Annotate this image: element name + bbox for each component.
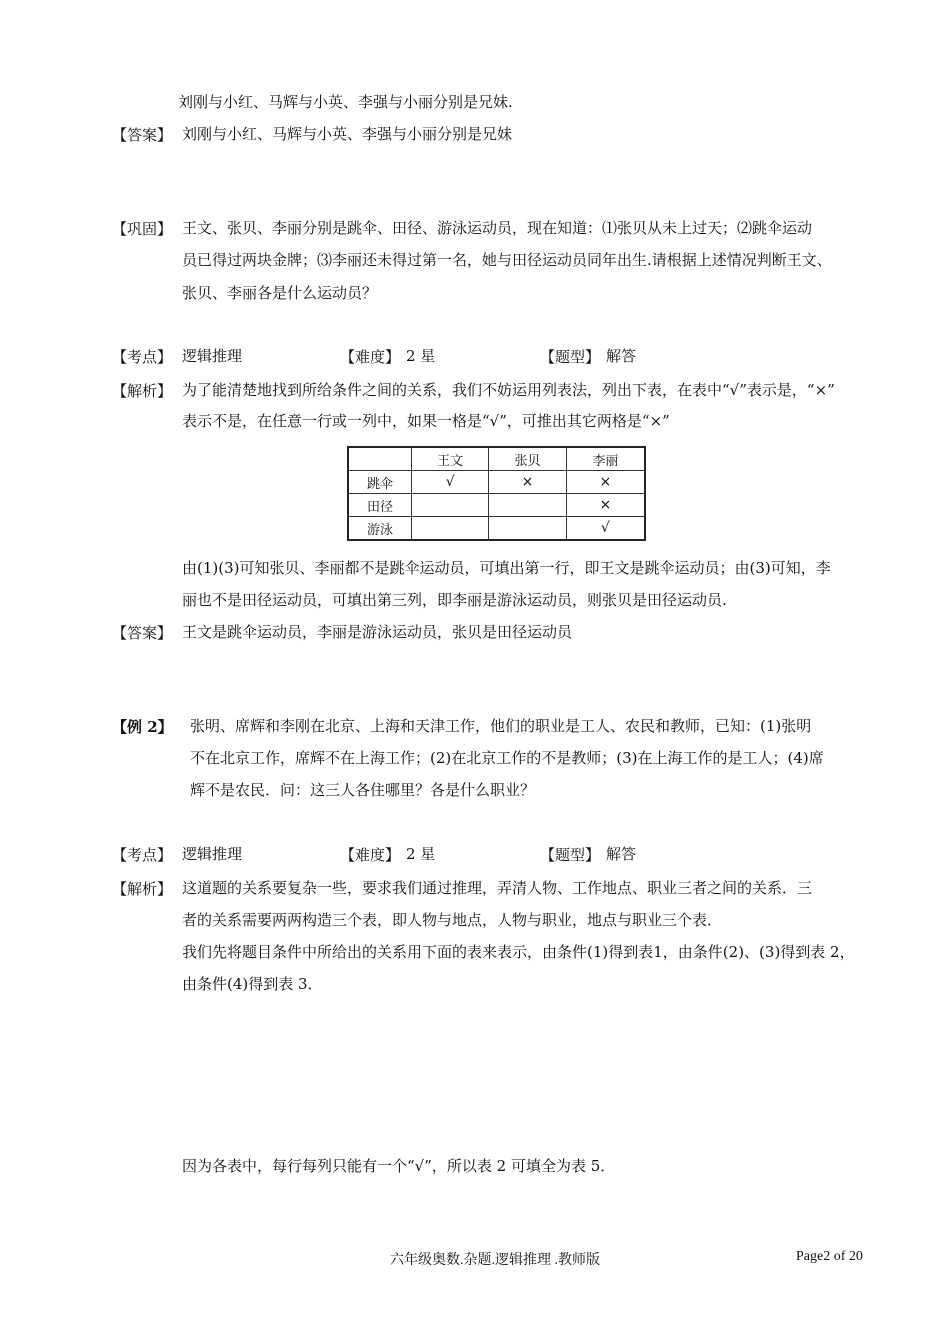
- kaodian-label: 【考点】: [112, 846, 173, 864]
- answer-label: 【答案】: [112, 126, 173, 144]
- sports-table: [347, 446, 646, 541]
- page-number: Page2 of 20: [796, 1249, 863, 1264]
- text-line: 刘刚与小红、马辉与小英、李强与小丽分别是兄妹.: [178, 93, 513, 111]
- table-header-row: [348, 447, 645, 471]
- table-row-header: 田径: [348, 494, 412, 517]
- analysis-line: 丽也不是田径运动员，可填出第三列，即李丽是游泳运动员，则张贝是田径运动员.: [182, 591, 727, 609]
- analysis-line: 由(1)(3)可知张贝、李丽都不是跳伞运动员，可填出第一行，即王文是跳伞运动员；由(3)可知，李: [182, 559, 831, 577]
- table-cell: [412, 517, 489, 541]
- nandu-label: 【难度】: [340, 348, 401, 366]
- table-header-cell: 张贝: [489, 447, 566, 471]
- tixing-label: 【题型】: [540, 348, 601, 366]
- question-line: 员已得过两块金牌；⑶李丽还未得过第一名，她与田径运动员同年出生.请根据上述情况判断王文、: [182, 251, 832, 269]
- table-row: [348, 471, 645, 494]
- consolidate-label: 【巩固】: [112, 220, 173, 238]
- tixing-label: 【题型】: [540, 846, 601, 864]
- analysis-line: 者的关系需要两两构造三个表，即人物与地点，人物与职业，地点与职业三个表．: [182, 911, 723, 929]
- analysis-label: 【解析】: [112, 382, 173, 400]
- table-header-cell: 李丽: [566, 447, 645, 471]
- answer-label: 【答案】: [112, 624, 173, 642]
- table-row: [348, 517, 645, 541]
- analysis-label: 【解析】: [112, 880, 173, 898]
- analysis-line: 由条件(4)得到表 3．: [182, 975, 323, 993]
- closing-line: 因为各表中，每行每列只能有一个“√”，所以表 2 可填全为表 5．: [182, 1157, 616, 1175]
- analysis-line: 表示不是，在任意一行或一列中，如果一格是“√”，可推出其它两格是“×”: [182, 412, 670, 430]
- table-cell: √: [566, 517, 645, 541]
- table-cell: ×: [566, 494, 645, 517]
- answer-text: 刘刚与小红、马辉与小英、李强与小丽分别是兄妹: [182, 125, 513, 143]
- table-corner-cell: [348, 447, 412, 471]
- question-line: 王文、张贝、李丽分别是跳伞、田径、游泳运动员，现在知道：⑴张贝从未上过天；⑵跳伞运动: [182, 219, 813, 237]
- question-line: 辉不是农民．问：这三人各住哪里？各是什么职业？: [190, 781, 536, 799]
- nandu-value: 2 星: [406, 347, 436, 365]
- analysis-line: 这道题的关系要复杂一些，要求我们通过推理，弄清人物、工作地点、职业三者之间的关系．三: [182, 879, 813, 897]
- table-row-header: 游泳: [348, 517, 412, 541]
- table-cell: [489, 494, 566, 517]
- tixing-value: 解答: [606, 845, 637, 863]
- question-line: 张明、席辉和李刚在北京、上海和天津工作，他们的职业是工人、农民和教师，已知：(1)张明: [190, 717, 812, 735]
- table-row: [348, 494, 645, 517]
- question-line: 张贝、李丽各是什么运动员？: [182, 284, 378, 302]
- analysis-line: 为了能清楚地找到所给条件之间的关系，我们不妨运用列表法，列出下表，在表中“√”表示是，“×”: [182, 381, 835, 399]
- table-cell: ×: [489, 471, 566, 494]
- table-row-header: 跳伞: [348, 471, 412, 494]
- question-line: 不在北京工作，席辉不在上海工作；(2)在北京工作的不是教师；(3)在上海工作的是工人；(4)席: [190, 749, 824, 767]
- footer-title: 六年级奥数.杂题.逻辑推理 .教师版: [390, 1253, 600, 1268]
- kaodian-value: 逻辑推理: [182, 347, 243, 365]
- nandu-value: 2 星: [406, 845, 436, 863]
- tixing-value: 解答: [606, 347, 637, 365]
- analysis-line: 我们先将题目条件中所给出的关系用下面的表来表示，由条件(1)得到表1，由条件(2)、(3)得到表 2，: [182, 943, 855, 961]
- table-cell: √: [412, 471, 489, 494]
- table-cell: [489, 517, 566, 541]
- nandu-label: 【难度】: [340, 846, 401, 864]
- answer-text: 王文是跳伞运动员，李丽是游泳运动员，张贝是田径运动员: [182, 623, 573, 641]
- example-label: 【例 2】: [112, 718, 173, 736]
- table-cell: ×: [566, 471, 645, 494]
- kaodian-value: 逻辑推理: [182, 845, 243, 863]
- table-cell: [412, 494, 489, 517]
- table-header-cell: 王文: [412, 447, 489, 471]
- kaodian-label: 【考点】: [112, 348, 173, 366]
